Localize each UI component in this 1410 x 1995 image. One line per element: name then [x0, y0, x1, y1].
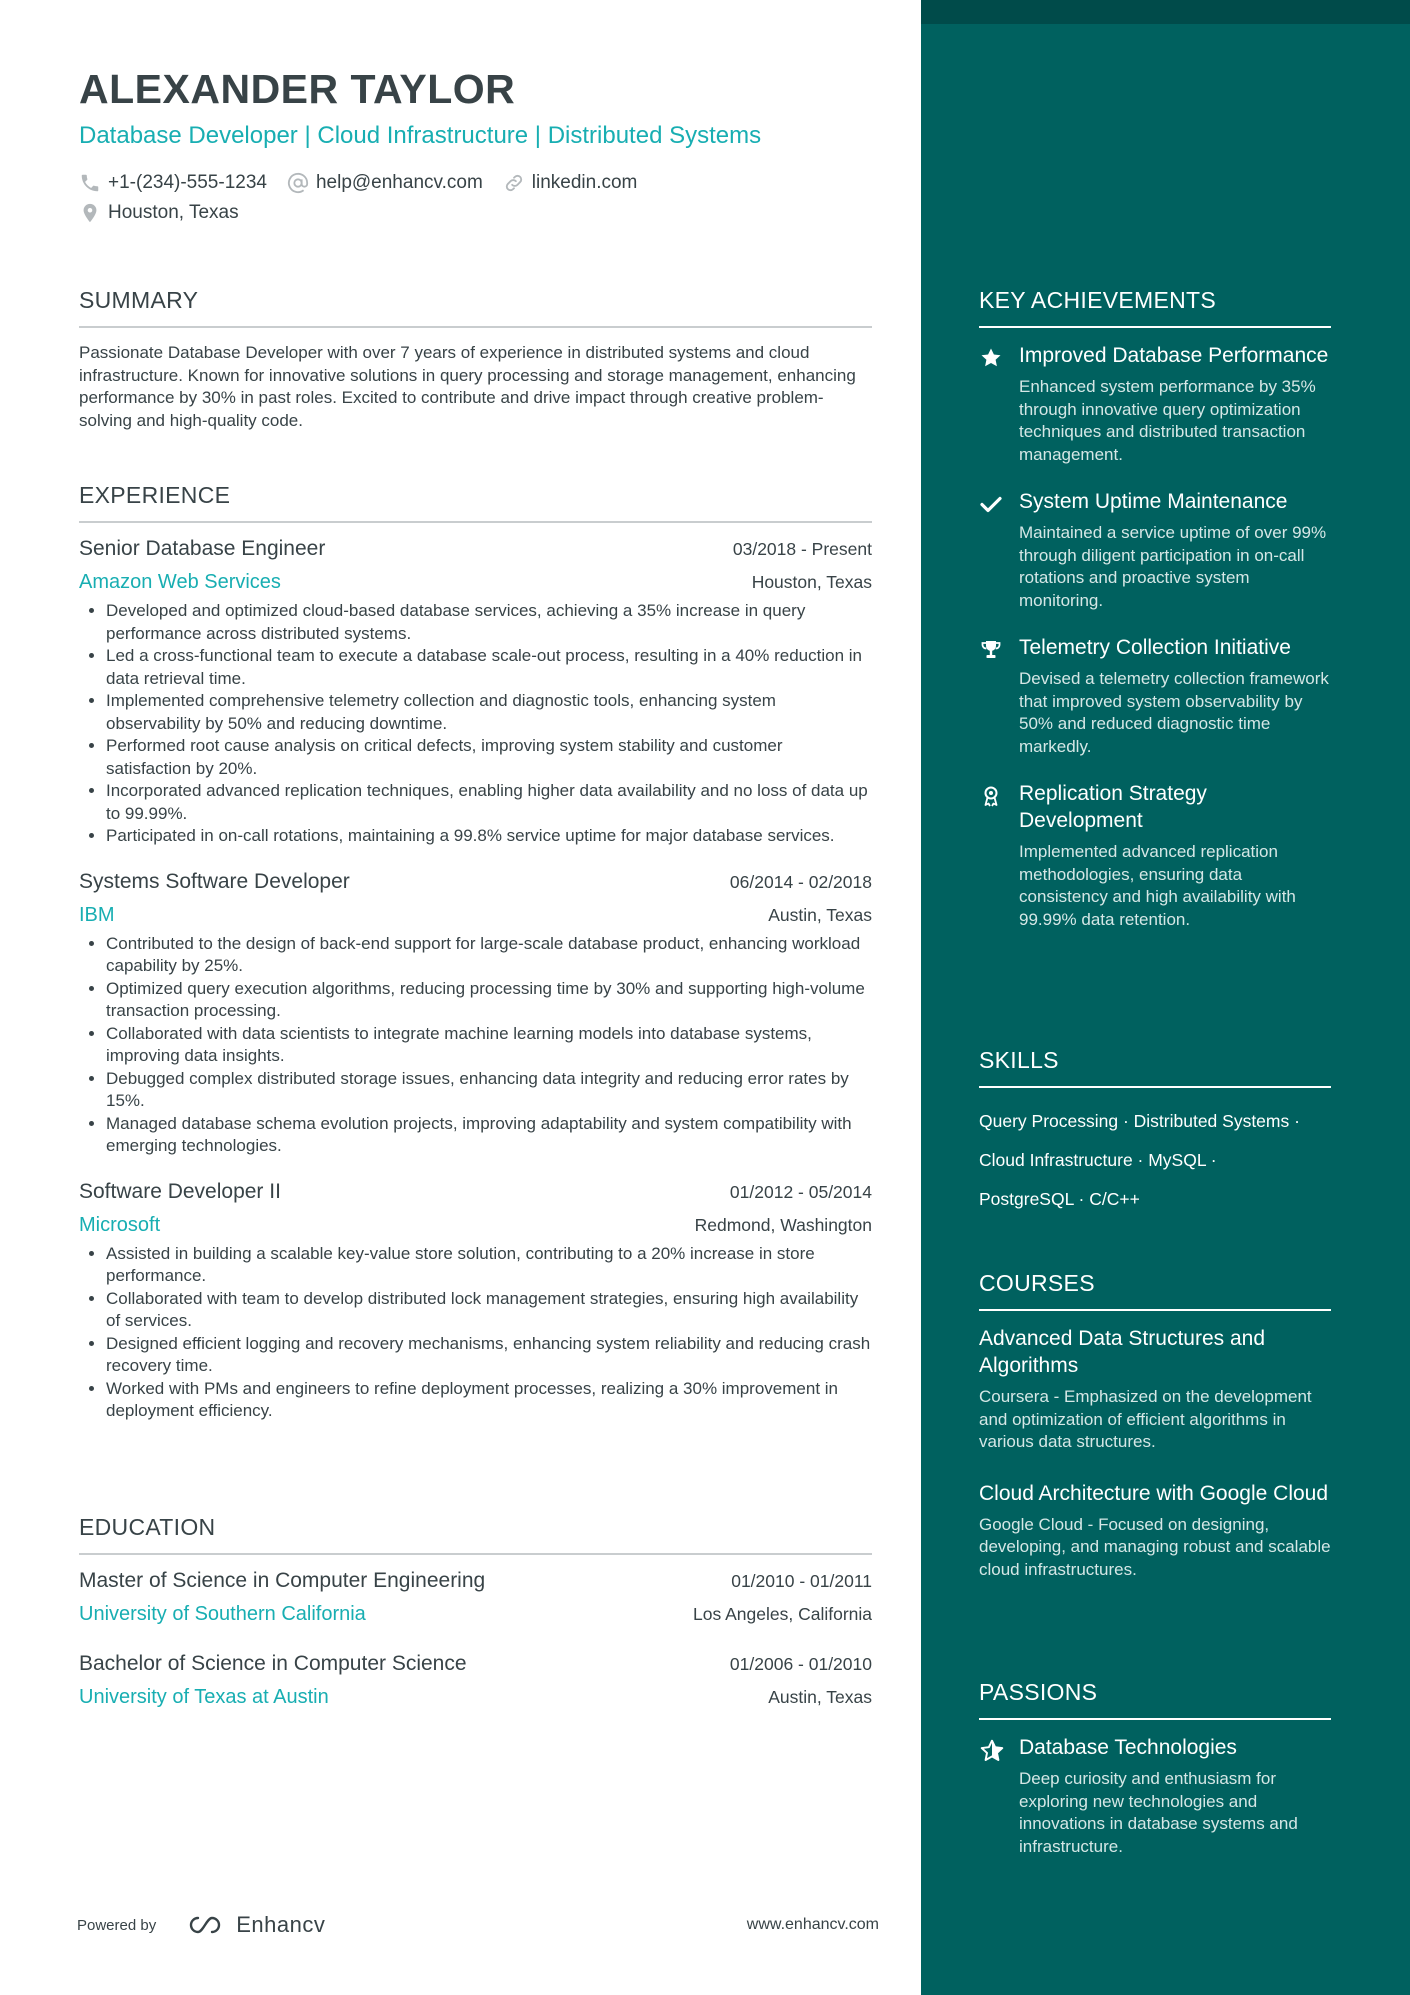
job-bullet: • Contributed to the design of back-end support for large-scale database product, enhancing workload capability by 25%. — [106, 933, 872, 978]
skills-section — [979, 1047, 1331, 1219]
achievement-item — [979, 634, 1331, 758]
achievement-desc: Enhanced system performance by 35% through innovative query optimization techniques and distributed transaction management. — [1019, 377, 1316, 464]
candidate-headline: Database Developer | Cloud Infrastructure | Distributed Systems — [79, 122, 762, 149]
powered-by — [77, 1912, 325, 1938]
achievement-desc: Implemented advanced replication methodologies, ensuring data consistency and high availability with 99.99% data retention. — [1019, 842, 1296, 929]
education-dates: 01/2010 - 01/2011 — [731, 1571, 872, 1591]
job-bullet: • Implemented comprehensive telemetry collection and diagnostic tools, enhancing system observability by 50% and reducing downtime. — [106, 690, 872, 735]
job-bullet: • Assisted in building a scalable key-value store solution, contributing to a 20% increase in store performance. — [106, 1243, 872, 1288]
courses-section — [979, 1270, 1331, 1607]
education-dates: 01/2006 - 01/2010 — [729, 1654, 872, 1674]
achievement-desc: Maintained a service uptime of over 99% through diligent participation in on-call rotations and proactive system monitoring. — [1019, 523, 1327, 610]
job-title: Software Developer II — [79, 1179, 281, 1203]
course-item — [979, 1480, 1331, 1582]
job-title: Senior Database Engineer — [79, 537, 326, 560]
job-bullet: • Collaborated with team to develop distributed lock management strategies, ensuring high availability of services. — [106, 1288, 872, 1333]
school-name: University of Southern California — [79, 1603, 366, 1625]
achievement-title: System Uptime Maintenance — [1019, 490, 1288, 513]
contact-info — [79, 170, 657, 230]
skills-list — [979, 1102, 1331, 1219]
course-desc: Google Cloud - Focused on designing, developing, and managing robust and scalable cloud infrastructures. — [979, 1514, 1331, 1579]
passion-item — [979, 1734, 1331, 1858]
job-entry — [79, 1180, 872, 1423]
summary-section — [79, 287, 872, 432]
passions-section — [979, 1679, 1331, 1880]
at-sign-icon — [287, 172, 309, 194]
website-link[interactable]: www.enhancv.com — [746, 1916, 879, 1933]
education-entry — [79, 1652, 872, 1709]
achievement-title: Telemetry Collection Initiative — [1019, 636, 1291, 659]
job-bullet: • Optimized query execution algorithms, reducing processing time by 30% and supporting high-volume transaction processing. — [106, 978, 872, 1023]
achievements-heading: KEY ACHIEVEMENTS — [979, 287, 1331, 328]
enhancv-logo-icon — [182, 1912, 228, 1938]
skills-line: Query Processing · Distributed Systems · — [979, 1111, 1300, 1131]
star-icon — [979, 346, 1003, 370]
courses-heading: COURSES — [979, 1270, 1331, 1311]
summary-text: Passionate Database Developer with over 7 years of experience in distributed systems and cloud infrastructure. Known for innovative solutions in query processing and storage management, enhancing performance by 30% in past roles. Excited to contribute and drive impact through creative problem-solving and high-quality code. — [79, 343, 856, 430]
location-contact — [79, 202, 239, 224]
achievement-title: Replication Strategy Development — [1019, 782, 1207, 832]
passion-title: Database Technologies — [1019, 1736, 1237, 1759]
passions-heading: PASSIONS — [979, 1679, 1331, 1720]
sidebar-top-band — [921, 0, 1410, 24]
skills-heading: SKILLS — [979, 1047, 1331, 1088]
education-heading: EDUCATION — [79, 1514, 872, 1555]
location-text: Houston, Texas — [108, 202, 239, 223]
degree-title: Bachelor of Science in Computer Science — [79, 1652, 467, 1675]
course-title: Cloud Architecture with Google Cloud — [979, 1481, 1329, 1505]
star-outline-icon — [979, 1738, 1005, 1764]
school-location: Austin, Texas — [768, 1687, 872, 1707]
education-entry — [79, 1569, 872, 1626]
powered-by-label: Powered by — [77, 1916, 157, 1934]
job-bullet: • Performed root cause analysis on critical defects, improving system stability and customer satisfaction by 20%. — [106, 735, 872, 780]
job-bullet: • Designed efficient logging and recovery mechanisms, enhancing system reliability and reducing crash recovery time. — [106, 1333, 872, 1378]
candidate-name: ALEXANDER TAYLOR — [79, 66, 516, 112]
experience-heading: EXPERIENCE — [79, 482, 872, 523]
skills-line: PostgreSQL · C/C++ — [979, 1189, 1140, 1209]
job-location: Houston, Texas — [751, 572, 872, 592]
job-company: IBM — [79, 903, 115, 926]
email-contact[interactable] — [287, 172, 483, 194]
job-company: Amazon Web Services — [79, 571, 281, 593]
school-name: University of Texas at Austin — [79, 1686, 329, 1708]
achievement-desc: Devised a telemetry collection framework that improved system observability by 50% and reduced diagnostic time markedly. — [1019, 669, 1329, 756]
job-company: Microsoft — [79, 1213, 161, 1236]
linkedin-text: linkedin.com — [531, 172, 638, 193]
location-pin-icon — [79, 202, 101, 224]
course-title: Advanced Data Structures and Algorithms — [979, 1327, 1266, 1377]
job-bullet: • Incorporated advanced replication techniques, enabling higher data availability and no loss of data up to 99.99%. — [106, 780, 872, 825]
checkmark-icon — [979, 492, 1003, 516]
job-title: Systems Software Developer — [79, 869, 350, 893]
job-location: Redmond, Washington — [694, 1214, 872, 1235]
award-ribbon-icon — [979, 784, 1003, 808]
passion-desc: Deep curiosity and enthusiasm for exploring new technologies and innovations in database systems and infrastructure. — [1019, 1769, 1298, 1856]
job-bullet: • Led a cross-functional team to execute a database scale-out process, resulting in a 40% reduction in data retrieval time. — [106, 645, 872, 690]
achievement-item — [979, 488, 1331, 612]
phone-icon — [79, 172, 101, 194]
job-entry — [79, 870, 872, 1158]
experience-section — [79, 482, 872, 1445]
job-bullets — [79, 600, 872, 848]
job-dates: 06/2014 - 02/2018 — [729, 871, 872, 892]
job-bullet: • Debugged complex distributed storage issues, enhancing data integrity and reducing error rates by 15%. — [106, 1068, 872, 1113]
brand-logo[interactable] — [182, 1912, 325, 1938]
job-dates: 01/2012 - 05/2014 — [729, 1181, 872, 1202]
summary-heading: SUMMARY — [79, 287, 872, 328]
phone-contact[interactable] — [79, 172, 267, 194]
course-desc: Coursera - Emphasized on the development and optimization of efficient algorithms in various data structures. — [979, 1387, 1312, 1451]
course-item — [979, 1325, 1331, 1454]
job-dates: 03/2018 - Present — [732, 539, 872, 559]
job-bullet: • Managed database schema evolution projects, improving adaptability and system compatibility with emerging technologies. — [106, 1113, 872, 1158]
job-bullets — [79, 933, 872, 1158]
job-bullet: • Developed and optimized cloud-based database services, achieving a 35% increase in query performance across distributed systems. — [106, 600, 872, 645]
degree-title: Master of Science in Computer Engineering — [79, 1569, 486, 1592]
job-location: Austin, Texas — [768, 904, 872, 925]
email-text: help@enhancv.com — [315, 172, 483, 193]
achievement-title: Improved Database Performance — [1019, 344, 1329, 367]
trophy-icon — [979, 638, 1003, 662]
achievement-item — [979, 342, 1331, 466]
education-section — [79, 1514, 872, 1735]
skills-line: Cloud Infrastructure · MySQL · — [979, 1150, 1217, 1170]
achievement-item — [979, 780, 1331, 931]
job-bullet: • Collaborated with data scientists to integrate machine learning models into database systems, improving data insights. — [106, 1023, 872, 1068]
footer — [77, 1912, 879, 1938]
achievements-section — [979, 287, 1331, 953]
job-bullet: • Worked with PMs and engineers to refine deployment processes, realizing a 30% improvement in deployment efficiency. — [106, 1378, 872, 1423]
job-bullets — [79, 1243, 872, 1423]
phone-text: +1-(234)-555-1234 — [108, 172, 267, 193]
job-entry — [79, 537, 872, 848]
link-icon — [503, 172, 525, 194]
brand-name: Enhancv — [236, 1912, 326, 1937]
linkedin-contact[interactable] — [503, 172, 638, 194]
school-location: Los Angeles, California — [693, 1604, 872, 1624]
job-bullet: • Participated in on-call rotations, maintaining a 99.8% service uptime for major database services. — [106, 825, 872, 848]
